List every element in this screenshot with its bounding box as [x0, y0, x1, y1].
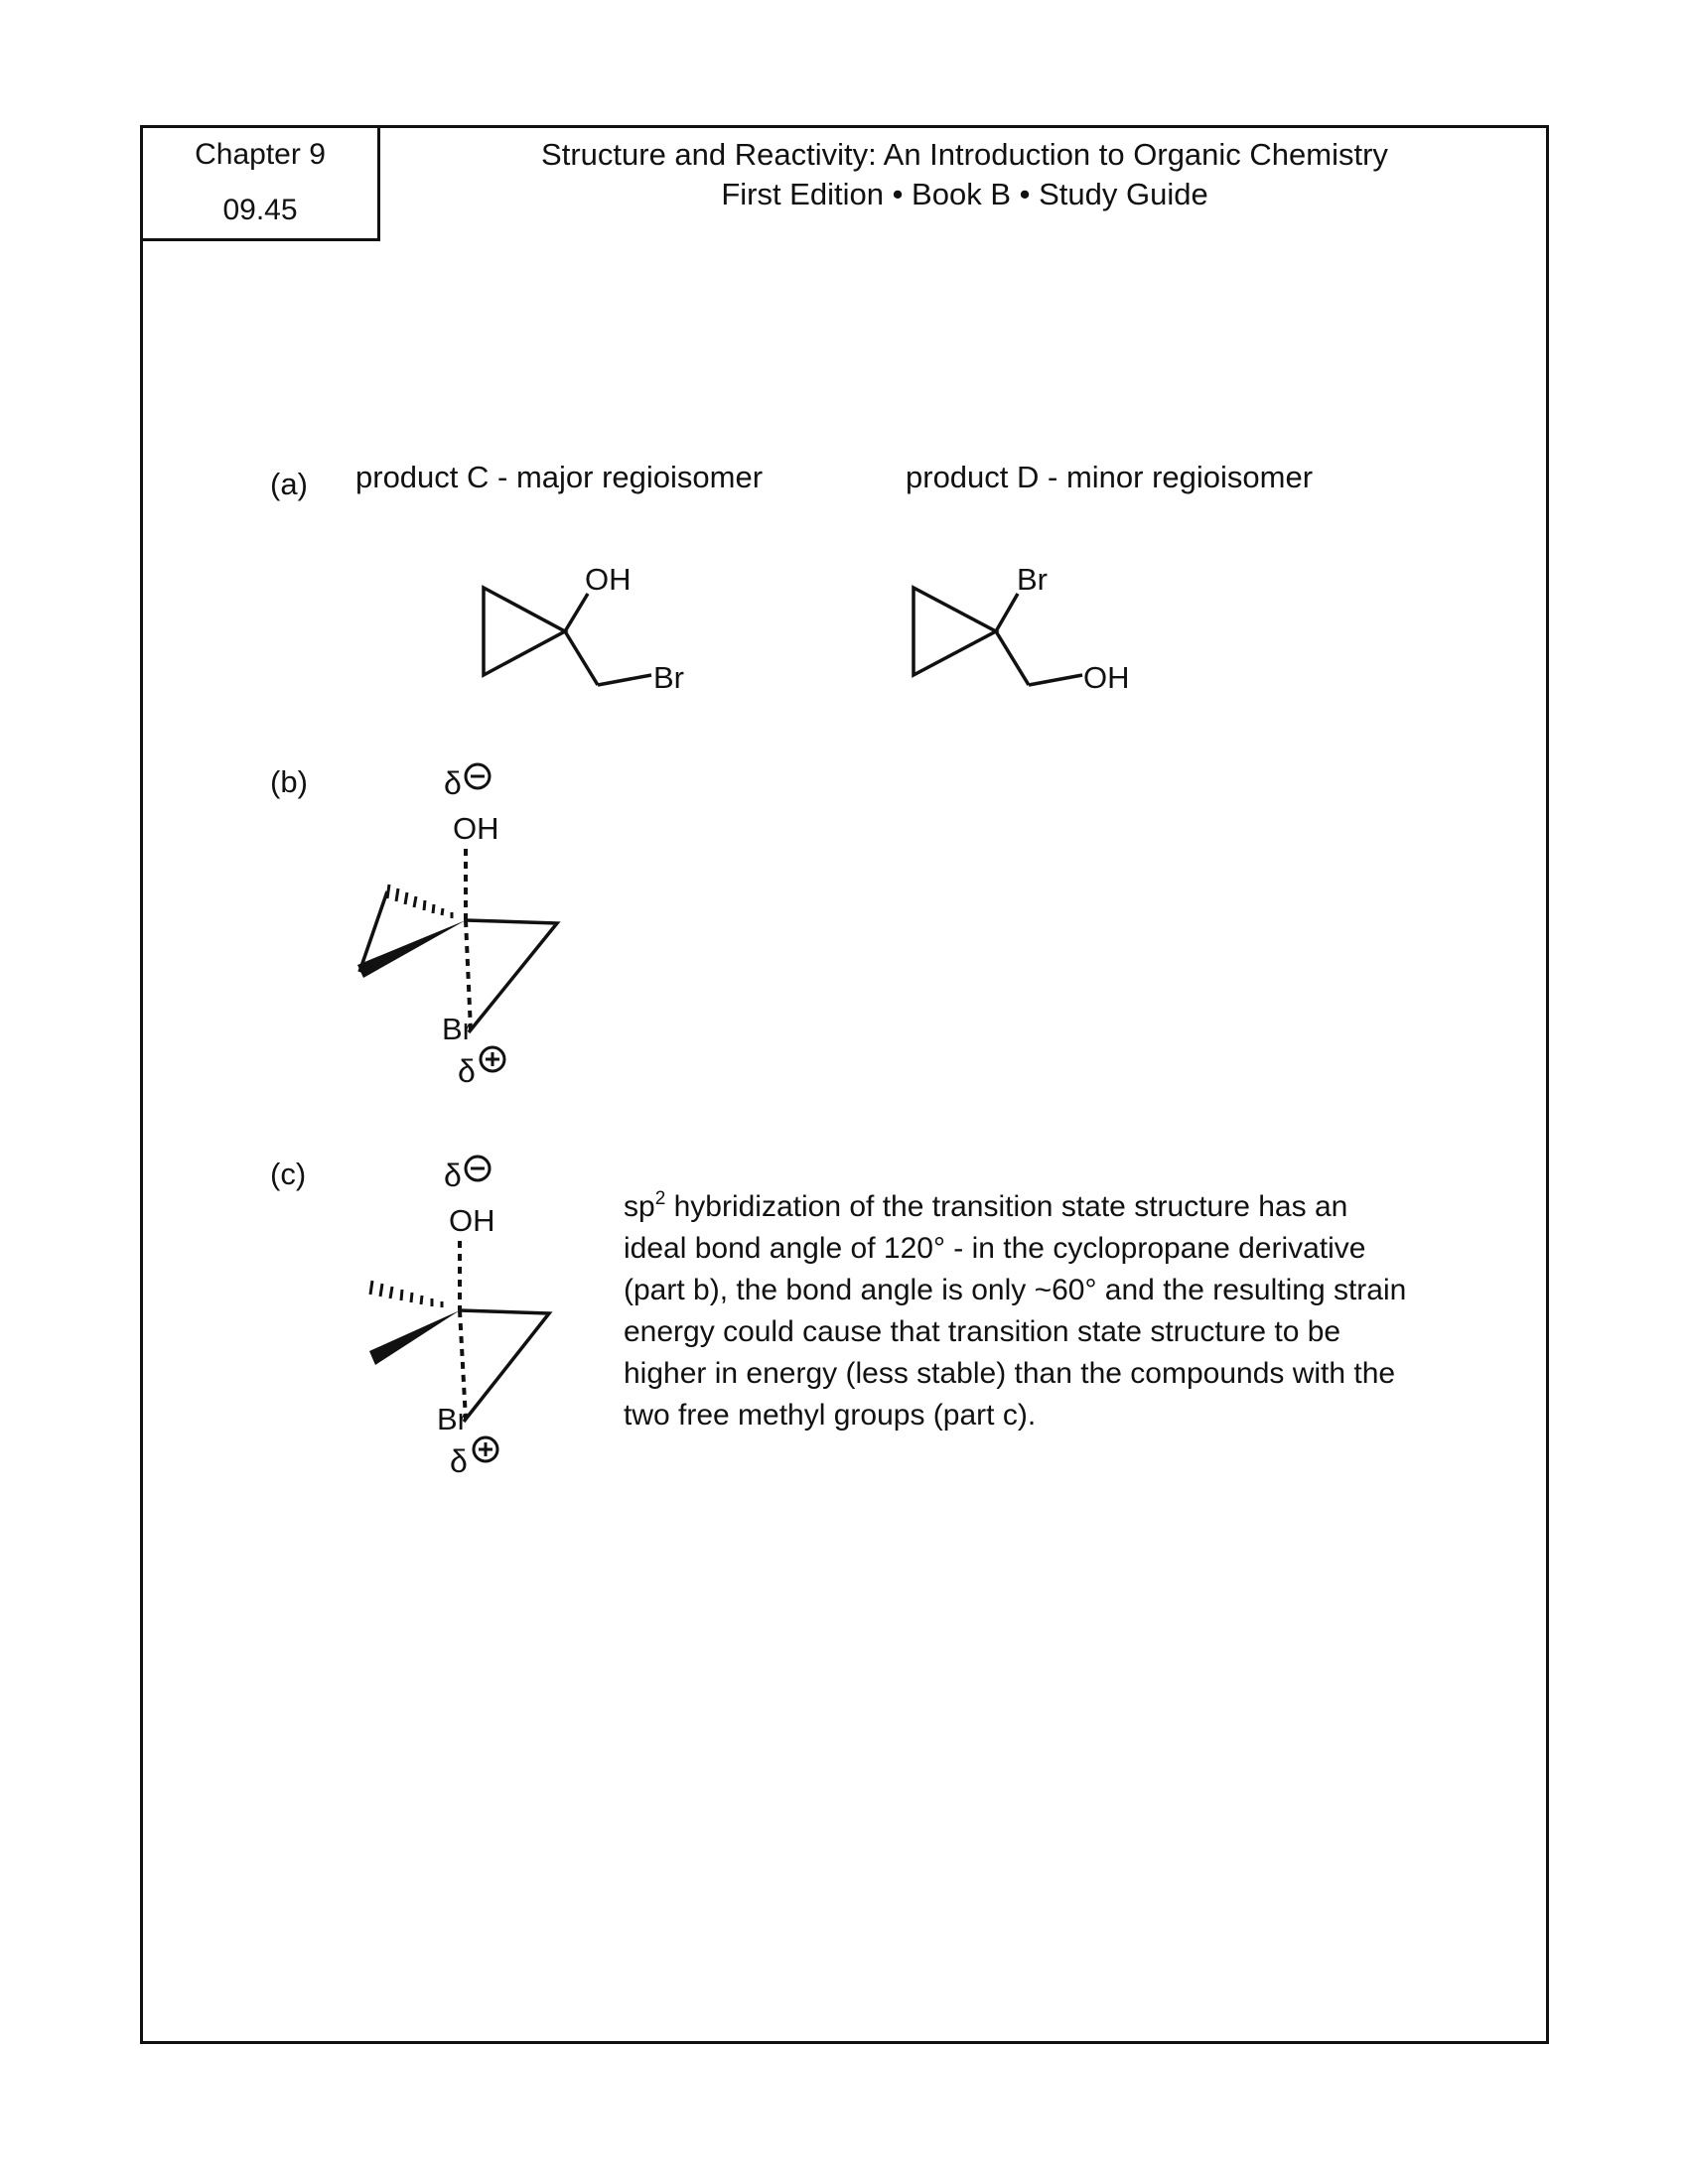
product-d-oh-label: OH [1083, 660, 1130, 695]
part-b-delta-minus: δ [444, 765, 462, 801]
product-c-structure [484, 588, 651, 685]
product-d-bond-oh [1029, 675, 1082, 685]
plus-charge-icon [481, 1047, 504, 1071]
part-c-delta-plus: δ [450, 1443, 468, 1479]
part-c-solid-wedge [369, 1310, 460, 1365]
product-d-br-label: Br [1017, 562, 1048, 597]
part-c-label: (c) [270, 1157, 307, 1191]
book-subtitle: First Edition • Book B • Study Guide [721, 177, 1208, 211]
explanation-line-6: two free methyl groups (part c). [624, 1399, 1037, 1432]
product-d-caption: product D - minor regioisomer [906, 460, 1314, 494]
chapter-label: Chapter 9 [195, 138, 326, 171]
product-d-structure [914, 588, 1082, 685]
part-b-oh-label: OH [453, 811, 499, 846]
part-c-oh-label: OH [449, 1203, 495, 1238]
explanation-line-3: (part b), the bond angle is only ~60° and the resulting strain [624, 1274, 1407, 1306]
part-b-ring-bonds-right [466, 920, 557, 1032]
product-d-bond-ch2 [996, 631, 1029, 685]
product-c-bond-br [598, 675, 651, 685]
part-a-label: (a) [270, 467, 308, 501]
explanation-line-1: $sp^2$ hybridization of the transition state structure has an [624, 1188, 1348, 1223]
product-c-bond-oh [565, 594, 588, 631]
part-c-hashed-wedge [370, 1281, 442, 1307]
part-b-transition-state [357, 764, 557, 1089]
part-c-transition-state [369, 1157, 549, 1479]
product-c-oh-label: OH [585, 562, 632, 597]
plus-charge-icon [474, 1437, 497, 1461]
product-d-cyclopropane-ring [914, 588, 996, 675]
minus-charge-icon [466, 1157, 490, 1180]
product-c-caption: product C - major regioisomer [355, 460, 764, 494]
product-c-br-label: Br [653, 660, 684, 695]
product-c-cyclopropane-ring [484, 588, 565, 675]
book-title: Structure and Reactivity: An Introduction to Organic Chemistry [541, 137, 1388, 172]
part-b-label: (b) [270, 764, 308, 799]
product-d-bond-br [996, 594, 1018, 631]
part-c-delta-minus: δ [444, 1158, 462, 1193]
part-b-delta-plus: δ [458, 1053, 476, 1089]
part-c-ring-bonds-right [460, 1310, 549, 1422]
chapter-number: 09.45 [222, 194, 298, 226]
explanation-line-2: ideal bond angle of 120° - in the cyclopropane derivative [624, 1232, 1366, 1265]
product-c-bond-ch2 [565, 631, 598, 685]
minus-charge-icon [466, 764, 490, 788]
part-c-br-label: Br [437, 1402, 468, 1436]
explanation-line-5: higher in energy (less stable) than the compounds with the [624, 1357, 1396, 1390]
explanation-line-4: energy could cause that transition state structure to be [624, 1315, 1341, 1348]
part-b-br-label: Br [442, 1012, 473, 1046]
part-b-hashed-wedge [387, 885, 452, 918]
